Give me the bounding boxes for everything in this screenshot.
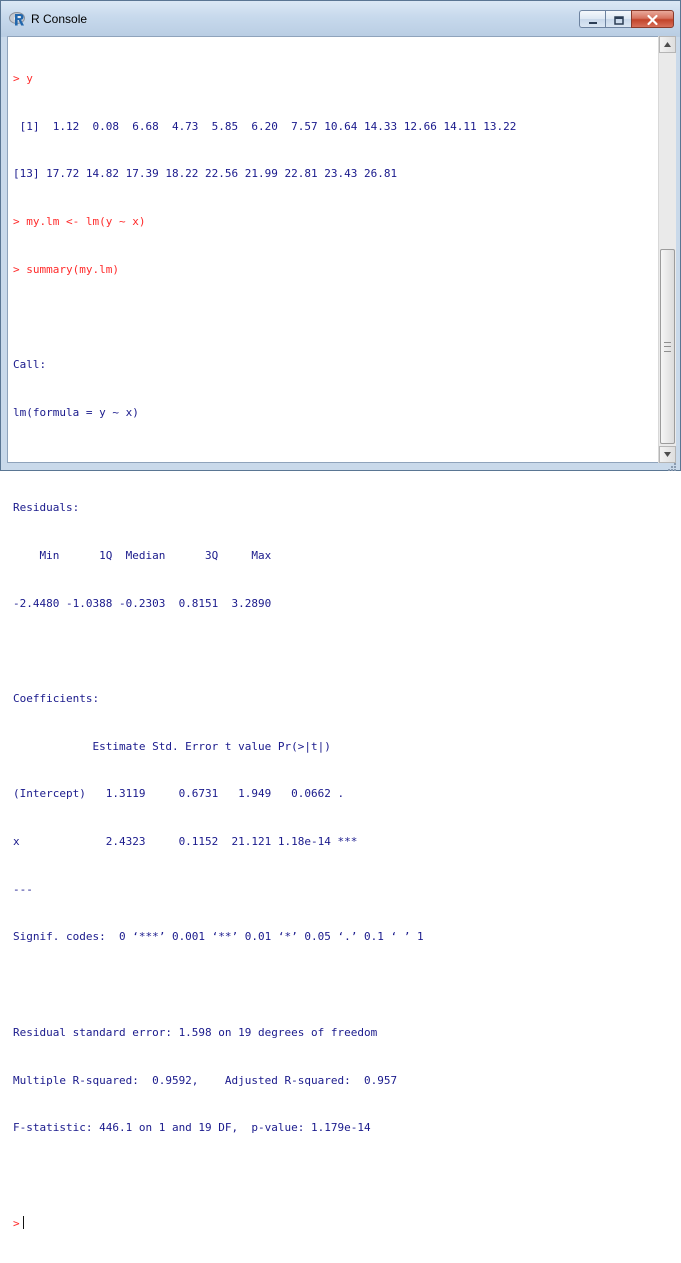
console-output-area[interactable] [7, 36, 659, 1230]
console-line-output: Call: [13, 358, 47, 372]
minimize-button[interactable] [579, 10, 605, 28]
console-line-input: > summary(my.lm) [13, 262, 119, 276]
vertical-scrollbar[interactable] [658, 36, 676, 463]
scrollbar-thumb[interactable] [660, 249, 675, 444]
console-prompt: > [13, 1216, 20, 1230]
console-line-blank [13, 977, 516, 993]
grip-icon [664, 342, 671, 352]
console-line-output: -2.4480 -1.0388 -0.2303 0.8151 3.2890 [13, 596, 278, 610]
window-controls [579, 10, 674, 30]
close-icon [647, 10, 658, 29]
console-line-output: (Intercept) 1.3119 0.6731 1.949 0.0662 . [13, 787, 358, 801]
console-line-output: [1] 1.12 0.08 6.68 4.73 5.85 6.20 7.57 10.64 14.33 12.66 14.11 13.22 [13, 119, 517, 133]
scroll-up-button[interactable] [659, 36, 676, 53]
console-line-blank [13, 452, 516, 468]
minimize-icon [588, 10, 598, 29]
console-line-blank [13, 1168, 516, 1184]
console-line-output: Residual standard error: 1.598 on 19 degrees of freedom [13, 1025, 378, 1039]
console-line-output: Min 1Q Median 3Q Max [13, 548, 278, 562]
r-logo-icon [9, 11, 27, 27]
console-line-output: Coefficients: [13, 691, 100, 705]
console-line-input: > y [13, 71, 33, 85]
console-line-input: > my.lm <- lm(y ~ x) [13, 214, 146, 228]
title-bar[interactable] [1, 1, 680, 37]
console-line-blank [13, 309, 516, 325]
console-line-output: Estimate Std. Error t value Pr(>|t|) [13, 739, 358, 753]
text-cursor [23, 1216, 24, 1229]
console-line-output: x 2.4323 0.1152 21.121 1.18e-14 *** [13, 835, 358, 849]
console-line-output: lm(formula = y ~ x) [13, 405, 139, 419]
maximize-icon [614, 10, 624, 29]
maximize-button[interactable] [605, 10, 631, 28]
console-line-output: --- [13, 882, 33, 896]
window-title: R Console [31, 12, 88, 26]
console-line-output: Multiple R-squared: 0.9592, Adjusted R-squared: 0.957 [13, 1073, 404, 1087]
console-text [13, 39, 516, 1263]
console-line-blank [13, 643, 516, 659]
console-line-output: [13] 17.72 14.82 17.39 18.22 22.56 21.99 22.81 23.43 26.81 [13, 167, 398, 181]
console-line-output: F-statistic: 446.1 on 1 and 19 DF, p-value: 1.179e-14 [13, 1121, 371, 1135]
resize-grip-icon[interactable] [667, 457, 677, 467]
console-prompt-line[interactable] [13, 1216, 516, 1232]
console-line-output: Residuals: [13, 501, 80, 515]
close-button[interactable] [631, 10, 674, 28]
console-line-output: Signif. codes: 0 ‘***’ 0.001 ‘**’ 0.01 ‘*’ 0.05 ‘.’ 0.1 ‘ ’ 1 [13, 930, 431, 944]
